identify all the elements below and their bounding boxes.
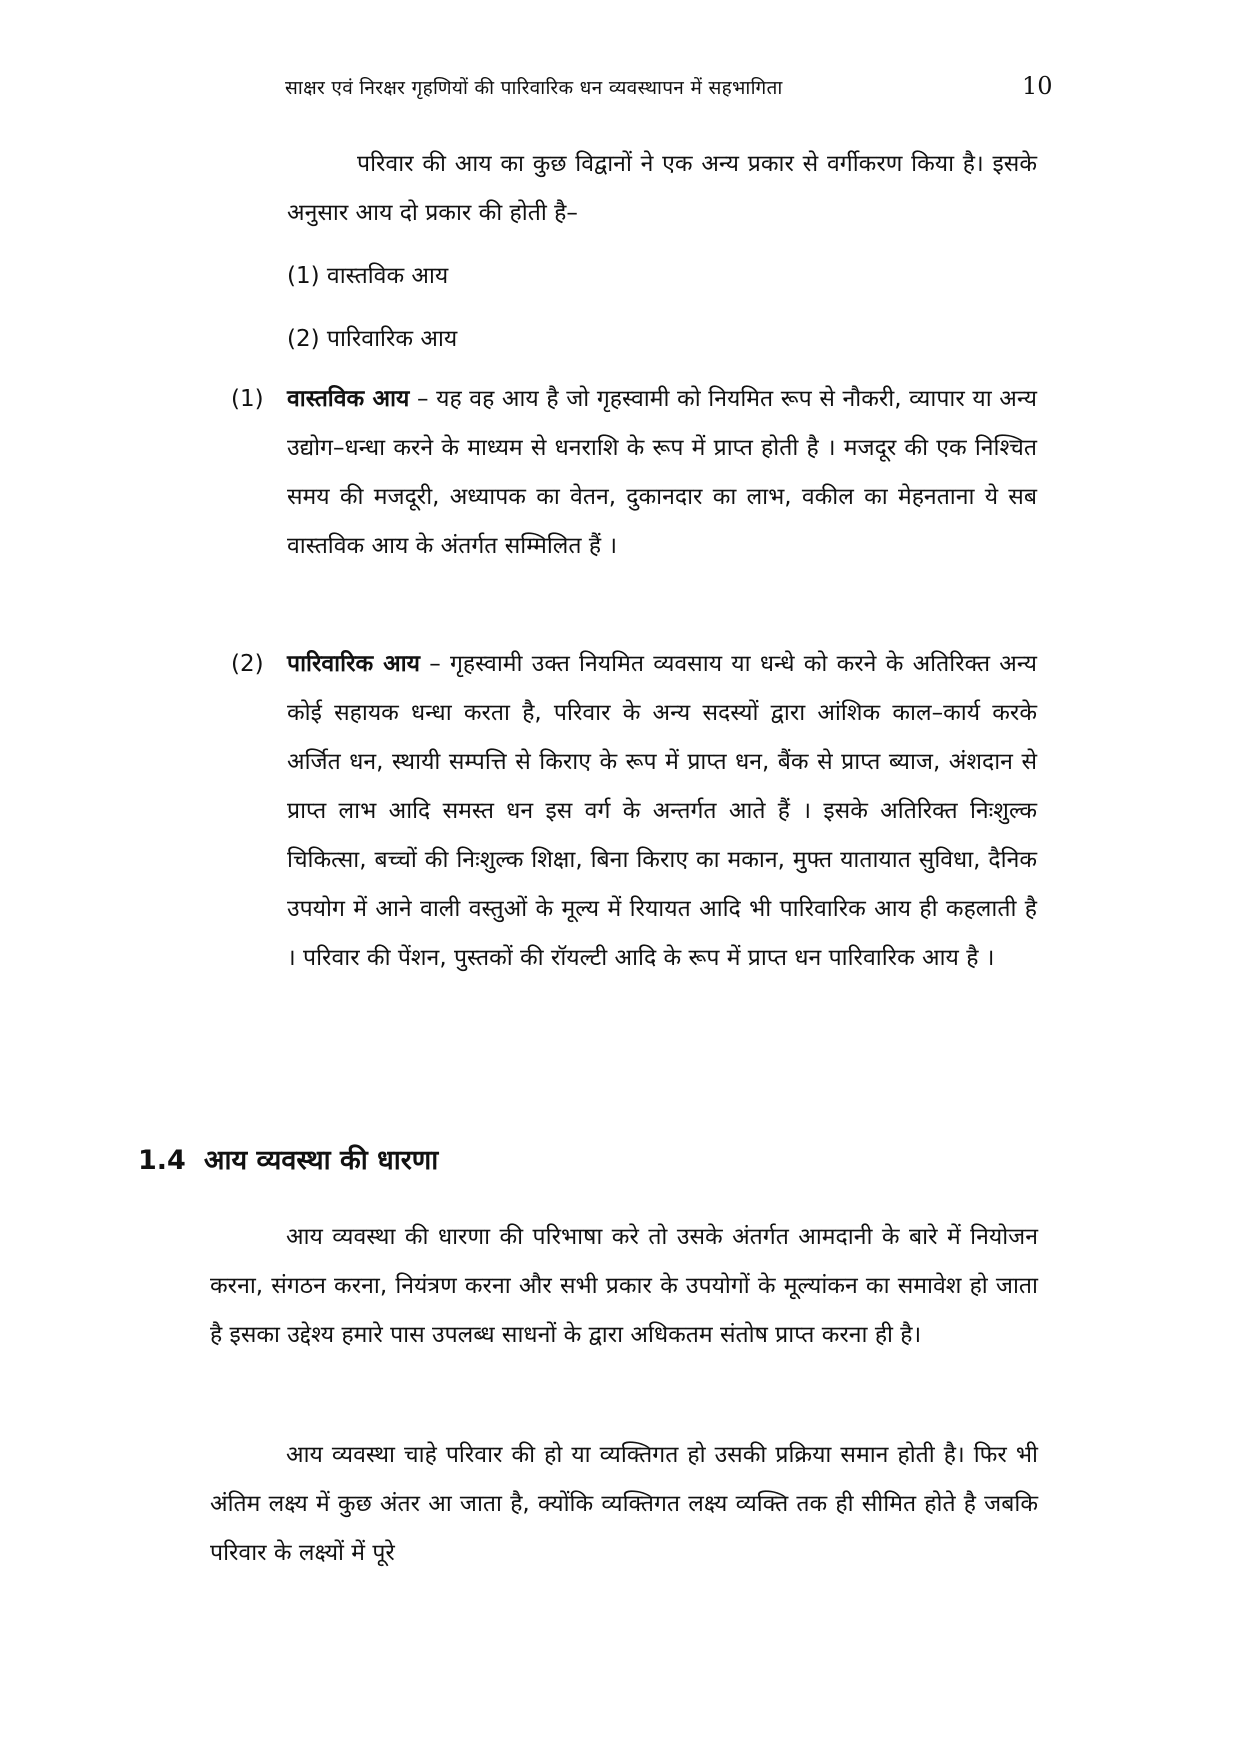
section-heading [138,1140,438,1177]
intro-paragraph: परिवार की आय का कुछ विद्वानों ने एक अन्य प्रकार से वर्गीकरण किया है। इसके अनुसार आय दो प्रकार की होती है– [287,151,1037,226]
definition-number: (2) [231,651,264,677]
header-title: साक्षर एवं निरक्षर गृहणियों की पारिवारिक धन व्यवस्थापन में सहभागिता [285,77,783,99]
list-item-family-income [287,315,457,364]
definition-family-income [231,640,1037,983]
list-item-number: (1) [287,263,320,289]
definition-actual-income [231,375,1037,571]
list-item-number: (2) [287,326,320,352]
list-item-label: पारिवारिक आय [326,326,458,352]
definition-text: – गृहस्वामी उक्त नियमित व्यवसाय या धन्धे को करने के अतिरिक्त अन्य कोई सहायक धन्धा करता है, परिवार के अन्य सदस्यों द्वारा आंशिक काल–कार्य करके अर्जित धन, स्थायी सम्पत्ति से किराए के रूप में प्राप्त धन, बैंक से प्राप्त ब्याज, अंशदान से प्राप्त लाभ आदि समस्त धन इस वर्ग के अन्तर्गत आते हैं । इसके अतिरिक्त निःशुल्क चिकित्सा, बच्चों की निःशुल्क शिक्षा, बिना किराए का मकान, मुफ्त यातायात सुविधा, दैनिक उपयोग में आने वाली वस्तुओं के मूल्य में रियायत आदि भी पारिवारिक आय ही कहलाती है । परिवार की पेंशन, पुस्तकों की रॉयल्टी आदि के रूप में प्राप्त धन पारिवारिक आय है । [287,651,1037,971]
definition-text: – यह वह आय है जो गृहस्वामी को नियमित रूप से नौकरी, व्यापार या अन्य उद्योग–धन्धा करने के माध्यम से धनराशि के रूप में प्राप्त होती है । मजदूर की एक निश्चित समय की मजदूरी, अध्यापक का वेतन, दुकानदार का लाभ, वकील का मेहनताना ये सब वास्तविक आय के अंतर्गत सम्मिलित हैं । [287,386,1037,559]
section-title: आय व्यवस्था की धारणा [203,1145,439,1176]
page-number: 10 [1022,72,1053,100]
list-item-label: वास्तविक आय [326,263,449,289]
section-number: 1.4 [138,1145,186,1176]
list-item-actual-income [287,252,448,301]
definition-number: (1) [231,386,264,412]
section-paragraph: आय व्यवस्था चाहे परिवार की हो या व्यक्तिगत हो उसकी प्रक्रिया समान होती है। फिर भी अंतिम लक्ष्य में कुछ अंतर आ जाता है, क्योंकि व्यक्तिगत लक्ष्य व्यक्ति तक ही सीमित होते है जबकि परिवार के लक्ष्यों में पूरे [210,1442,1038,1566]
definition-term: पारिवारिक आय [287,651,420,677]
running-header [0,74,1241,110]
section-paragraph: आय व्यवस्था की धारणा की परिभाषा करे तो उसके अंतर्गत आमदानी के बारे में नियोजन करना, संगठन करना, नियंत्रण करना और सभी प्रकार के उपयोगों के मूल्यांकन का समावेश हो जाता है इसका उद्देश्य हमारे पास उपलब्ध साधनों के द्वारा अधिकतम संतोष प्राप्त करना ही है। [210,1224,1038,1348]
definition-term: वास्तविक आय [287,386,410,412]
